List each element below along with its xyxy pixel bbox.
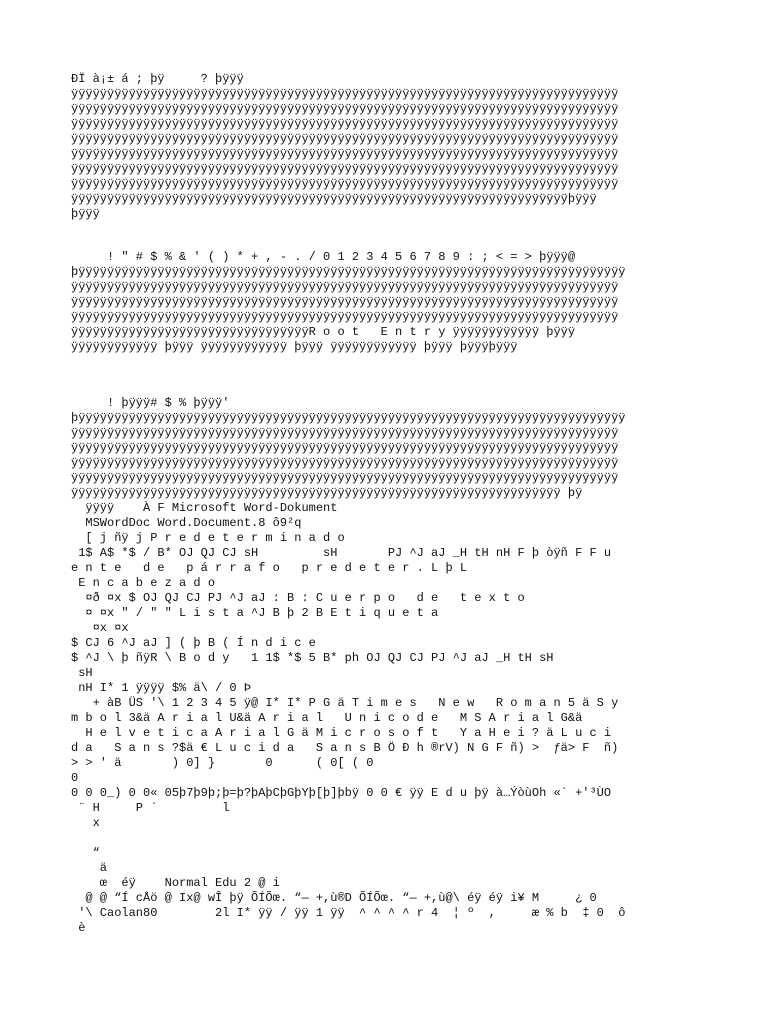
text-line: @ @ “Í cÅö @ Ix@ wÎ þÿ ÕÍÕœ. “— +,ù®D ÕÍÕœ. “— +,ù@\ éÿ éÿ i¥ M ¿ 0 bbox=[71, 891, 597, 905]
text-line: ÿÿÿÿÿÿÿÿÿÿÿÿÿÿÿÿÿÿÿÿÿÿÿÿÿÿÿÿÿÿÿÿÿÿÿÿÿÿÿÿÿÿÿÿÿÿÿÿÿÿÿÿÿÿÿÿÿÿÿÿÿÿÿÿÿÿÿÿ þÿ bbox=[71, 486, 583, 500]
text-line: [ j ñÿ j P r e d e t e r m i n a d o bbox=[71, 531, 345, 545]
text-line: ! " # $ % & ' ( ) * + , - . / 0 1 2 3 4 5 6 7 8 9 : ; < = > þÿÿÿ@ bbox=[71, 250, 576, 264]
text-line: H e l v e t i c a A r i a l G ä M i c r o s o f t Y a H e i ? ä L u c i bbox=[71, 726, 612, 740]
text-line: ÿÿÿÿÿÿÿÿÿÿÿÿÿÿÿÿÿÿÿÿÿÿÿÿÿÿÿÿÿÿÿÿÿÿÿÿÿÿÿÿÿÿÿÿÿÿÿÿÿÿÿÿÿÿÿÿÿÿÿÿÿÿÿÿÿÿÿÿÿÿÿÿÿÿÿÿ bbox=[71, 102, 619, 116]
text-line: ÿÿÿÿ À F Microsoft Word-Dokument bbox=[71, 501, 338, 515]
header-block bbox=[71, 72, 701, 222]
text-line: 0 0 0_) 0 0« 05þ7þ9þ;þ=þ?þAþCþGþYþ[þ]þbÿ 0 0 € ÿÿ E d u þÿ à…ÝòùOh «` +'³ÙO bbox=[71, 786, 612, 800]
text-line: ÿÿÿÿÿÿÿÿÿÿÿÿÿÿÿÿÿÿÿÿÿÿÿÿÿÿÿÿÿÿÿÿÿÿÿÿÿÿÿÿÿÿÿÿÿÿÿÿÿÿÿÿÿÿÿÿÿÿÿÿÿÿÿÿÿÿÿÿÿÿÿÿÿÿÿÿ bbox=[71, 177, 619, 191]
text-line: MSWordDoc Word.Document.8 ô9²q bbox=[71, 516, 302, 530]
text-line: þÿÿÿ bbox=[71, 207, 100, 221]
text-line: 0 bbox=[71, 771, 79, 785]
text-line: e n t e d e p á r r a f o p r e d e t e r . L þ L bbox=[71, 561, 468, 575]
text-line: x bbox=[71, 816, 100, 830]
text-line: ÿÿÿÿÿÿÿÿÿÿÿÿ þÿÿÿ ÿÿÿÿÿÿÿÿÿÿÿÿ þÿÿÿ ÿÿÿÿÿÿÿÿÿÿÿÿ þÿÿÿ þÿÿÿþÿÿÿ bbox=[71, 340, 518, 354]
text-line: d a S a n s ?$ä € L u c i d a S a n s B Ö Ð h ®rV) N G F ñ) > ƒä> F ñ) bbox=[71, 741, 619, 755]
text-line: ÿÿÿÿÿÿÿÿÿÿÿÿÿÿÿÿÿÿÿÿÿÿÿÿÿÿÿÿÿÿÿÿÿÿÿÿÿÿÿÿÿÿÿÿÿÿÿÿÿÿÿÿÿÿÿÿÿÿÿÿÿÿÿÿÿÿÿÿÿÿÿÿÿÿÿÿ bbox=[71, 147, 619, 161]
text-line: ÿÿÿÿÿÿÿÿÿÿÿÿÿÿÿÿÿÿÿÿÿÿÿÿÿÿÿÿÿÿÿÿÿÿÿÿÿÿÿÿÿÿÿÿÿÿÿÿÿÿÿÿÿÿÿÿÿÿÿÿÿÿÿÿÿÿÿÿÿÿÿÿÿÿÿÿ bbox=[71, 295, 619, 309]
text-line: 1$ A$ *$ / B* OJ QJ CJ sH sH PJ ^J aJ _H tH nH F þ òÿñ F F u bbox=[71, 546, 612, 560]
text-line: $ ^J \ þ ñÿR \ B o d y 1 1$ *$ 5 B* ph OJ QJ CJ PJ ^J aJ _H tH sH bbox=[71, 651, 554, 665]
text-line: ä bbox=[71, 861, 108, 875]
body-block bbox=[71, 396, 701, 936]
text-line: > > ' ä ) 0] } 0 ( 0[ ( 0 bbox=[71, 756, 374, 770]
text-line: ¨ H P ` l bbox=[71, 801, 230, 815]
text-line: ¤ð ¤x $ OJ QJ CJ PJ ^J aJ : B : C u e r p o d e t e x t o bbox=[71, 591, 525, 605]
text-line: ¤ ¤x " / " " L i s t a ^J B þ 2 B E t i q u e t a bbox=[71, 606, 439, 620]
text-line: ÿÿÿÿÿÿÿÿÿÿÿÿÿÿÿÿÿÿÿÿÿÿÿÿÿÿÿÿÿÿÿÿÿÿÿÿÿÿÿÿÿÿÿÿÿÿÿÿÿÿÿÿÿÿÿÿÿÿÿÿÿÿÿÿÿÿÿÿÿÿÿÿÿÿÿÿ bbox=[71, 132, 619, 146]
text-line: ! þÿÿÿ# $ % þÿÿÿ' bbox=[71, 396, 230, 410]
text-line: '\ Caolan80 2l I* ÿÿ / ÿÿ 1 ÿÿ ^ ^ ^ ^ r 4 ¦ º , æ % b ‡ 0 ô bbox=[71, 906, 626, 920]
text-line: ÿÿÿÿÿÿÿÿÿÿÿÿÿÿÿÿÿÿÿÿÿÿÿÿÿÿÿÿÿÿÿÿÿÿÿÿÿÿÿÿÿÿÿÿÿÿÿÿÿÿÿÿÿÿÿÿÿÿÿÿÿÿÿÿÿÿÿÿÿÿÿÿÿÿÿÿ bbox=[71, 471, 619, 485]
text-line: “ bbox=[71, 846, 100, 860]
text-line: è bbox=[71, 921, 86, 935]
text-line bbox=[71, 831, 701, 846]
text-line: þÿÿÿÿÿÿÿÿÿÿÿÿÿÿÿÿÿÿÿÿÿÿÿÿÿÿÿÿÿÿÿÿÿÿÿÿÿÿÿÿÿÿÿÿÿÿÿÿÿÿÿÿÿÿÿÿÿÿÿÿÿÿÿÿÿÿÿÿÿÿÿÿÿÿÿÿ bbox=[71, 265, 626, 279]
text-line: ÿÿÿÿÿÿÿÿÿÿÿÿÿÿÿÿÿÿÿÿÿÿÿÿÿÿÿÿÿÿÿÿÿÿÿÿÿÿÿÿÿÿÿÿÿÿÿÿÿÿÿÿÿÿÿÿÿÿÿÿÿÿÿÿÿÿÿÿÿÿÿÿÿÿÿÿ bbox=[71, 426, 619, 440]
text-line: ÿÿÿÿÿÿÿÿÿÿÿÿÿÿÿÿÿÿÿÿÿÿÿÿÿÿÿÿÿÿÿÿÿÿÿÿÿÿÿÿÿÿÿÿÿÿÿÿÿÿÿÿÿÿÿÿÿÿÿÿÿÿÿÿÿÿÿÿÿÿÿÿÿÿÿÿ bbox=[71, 310, 619, 324]
text-line: ÿÿÿÿÿÿÿÿÿÿÿÿÿÿÿÿÿÿÿÿÿÿÿÿÿÿÿÿÿÿÿÿÿÿÿÿÿÿÿÿÿÿÿÿÿÿÿÿÿÿÿÿÿÿÿÿÿÿÿÿÿÿÿÿÿÿÿÿÿÿÿÿÿÿÿÿ bbox=[71, 117, 619, 131]
text-line: $ CJ 6 ^J aJ ] ( þ B ( Í n d i c e bbox=[71, 636, 316, 650]
text-line: + àB ÜS '\ 1 2 3 4 5 ÿ@ I* I* P G ä T i m e s N e w R o m a n 5 ä S y bbox=[71, 696, 619, 710]
text-line: ÿÿÿÿÿÿÿÿÿÿÿÿÿÿÿÿÿÿÿÿÿÿÿÿÿÿÿÿÿÿÿÿÿÿÿÿÿÿÿÿÿÿÿÿÿÿÿÿÿÿÿÿÿÿÿÿÿÿÿÿÿÿÿÿÿÿÿÿÿÿÿÿÿÿÿÿ bbox=[71, 87, 619, 101]
text-line: ÿÿÿÿÿÿÿÿÿÿÿÿÿÿÿÿÿÿÿÿÿÿÿÿÿÿÿÿÿÿÿÿÿÿÿÿÿÿÿÿÿÿÿÿÿÿÿÿÿÿÿÿÿÿÿÿÿÿÿÿÿÿÿÿÿÿÿÿÿÿÿÿÿÿÿÿ bbox=[71, 456, 619, 470]
text-line: ÿÿÿÿÿÿÿÿÿÿÿÿÿÿÿÿÿÿÿÿÿÿÿÿÿÿÿÿÿÿÿÿÿÿÿÿÿÿÿÿÿÿÿÿÿÿÿÿÿÿÿÿÿÿÿÿÿÿÿÿÿÿÿÿÿÿÿÿÿÿÿÿÿÿÿÿ bbox=[71, 280, 619, 294]
text-line: ÐÏ à¡± á ; þÿ ? þÿÿÿ bbox=[71, 72, 244, 86]
text-line: ÿÿÿÿÿÿÿÿÿÿÿÿÿÿÿÿÿÿÿÿÿÿÿÿÿÿÿÿÿÿÿÿÿR o o t E n t r y ÿÿÿÿÿÿÿÿÿÿÿÿ þÿÿÿ bbox=[71, 325, 576, 339]
text-line: ÿÿÿÿÿÿÿÿÿÿÿÿÿÿÿÿÿÿÿÿÿÿÿÿÿÿÿÿÿÿÿÿÿÿÿÿÿÿÿÿÿÿÿÿÿÿÿÿÿÿÿÿÿÿÿÿÿÿÿÿÿÿÿÿÿÿÿÿÿþÿÿÿ bbox=[71, 192, 597, 206]
text-line: œ éÿ Normal Edu 2 @ i bbox=[71, 876, 280, 890]
text-line: ¤x ¤x bbox=[71, 621, 129, 635]
text-line: E n c a b e z a d o bbox=[71, 576, 216, 590]
text-line: ÿÿÿÿÿÿÿÿÿÿÿÿÿÿÿÿÿÿÿÿÿÿÿÿÿÿÿÿÿÿÿÿÿÿÿÿÿÿÿÿÿÿÿÿÿÿÿÿÿÿÿÿÿÿÿÿÿÿÿÿÿÿÿÿÿÿÿÿÿÿÿÿÿÿÿÿ bbox=[71, 162, 619, 176]
text-line: þÿÿÿÿÿÿÿÿÿÿÿÿÿÿÿÿÿÿÿÿÿÿÿÿÿÿÿÿÿÿÿÿÿÿÿÿÿÿÿÿÿÿÿÿÿÿÿÿÿÿÿÿÿÿÿÿÿÿÿÿÿÿÿÿÿÿÿÿÿÿÿÿÿÿÿÿ bbox=[71, 411, 626, 425]
text-line: nH I* 1 ÿÿÿÿ $% ä\ / 0 Þ bbox=[71, 681, 252, 695]
directory-block bbox=[71, 250, 701, 355]
text-line: sH bbox=[71, 666, 93, 680]
text-line: m b o l 3&ä A r i a l U&ä A r i a l U n i c o d e M S A r i a l G&ä bbox=[71, 711, 583, 725]
text-line: ÿÿÿÿÿÿÿÿÿÿÿÿÿÿÿÿÿÿÿÿÿÿÿÿÿÿÿÿÿÿÿÿÿÿÿÿÿÿÿÿÿÿÿÿÿÿÿÿÿÿÿÿÿÿÿÿÿÿÿÿÿÿÿÿÿÿÿÿÿÿÿÿÿÿÿÿ bbox=[71, 441, 619, 455]
